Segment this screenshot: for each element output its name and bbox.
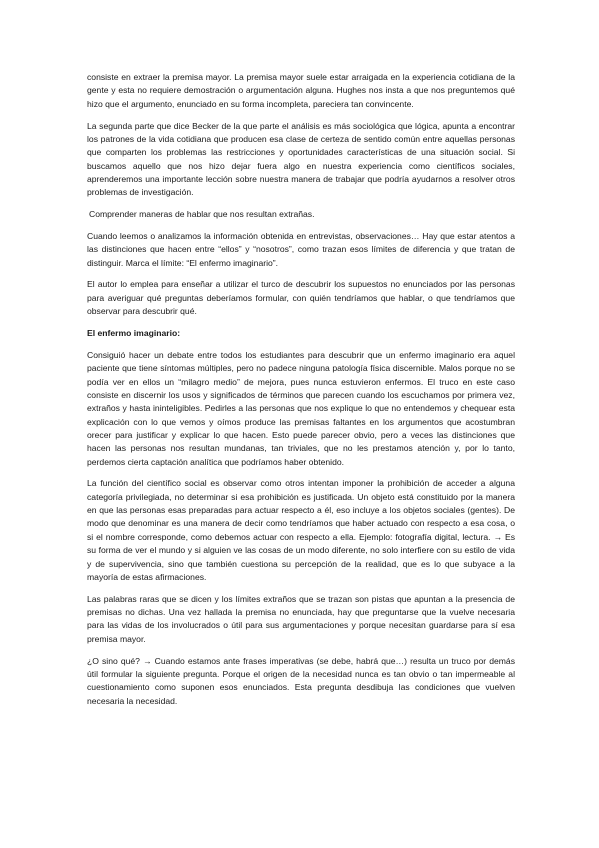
- paragraph-o-sino-que: ¿O sino qué? → Cuando estamos ante frases imperativas (se debe, habrá que…) resulta un truco por demás útil formular la siguiente pregunta. Porque el origen de la necesidad nunca es tan obvio o tan impermeable al cuestionamiento como suponen esos enunciados. Esta pregunta desdibuja las condiciones que vuelven necesaria la necesidad.: [87, 655, 515, 706]
- paragraph-comprender-maneras: Comprender maneras de hablar que nos resultan extrañas.: [89, 209, 315, 220]
- paragraph-premisa-mayor: consiste en extraer la premisa mayor. La premisa mayor suele estar arraigada en la experiencia cotidiana de la gente y esta no requiere demostración o argumentación alguna. Hughes nos insta a que nos preguntemos qué hizo que el argumento, enunciado en su forma incompleta, pareciera tan convincente.: [87, 72, 515, 109]
- document-page: [87, 71, 515, 716]
- paragraph-palabras-raras: Las palabras raras que se dicen y los límites extraños que se trazan son pistas que apuntan a la presencia de premisas no dichas. Una vez hallada la premisa no enunciada, hay que preguntarse que la vuelve necesaria para las vidas de los involucrados o útil para sus argumentaciones y porque necesitan guardarse para sí esa premisa mayor.: [87, 593, 515, 644]
- paragraph-segunda-parte: La segunda parte que dice Becker de la que parte el análisis es más sociológica que lógica, apunta a encontrar los patrones de la vida cotidiana que producen esa clase de certeza de sentido común entre aquellas personas que comparten los problemas las restricciones y oportunidades características de una situación social. Si buscamos aquello que nos hizo dejar fuera algo en nuestra experiencia como científicos sociales, aprenderemos una importante lección sobre nuestra manera de trabajar que podría ayudarnos a resolver otros problemas de investigación.: [87, 120, 515, 198]
- paragraph-consiguio: Consiguió hacer un debate entre todos los estudiantes para descubrir que un enfermo imaginario era aquel paciente que tiene síntomas múltiples, pero no padece ninguna patología física discernible. Malos porque no se podía ver en ellos un “milagro medio” de mejora, pues nunca estuvieron enfermos. El truco en este caso consiste en discernir los usos y significados de términos que parecen cuando los escuchamos por primera vez, extraños y hasta ininteligibles. Pedirles a las personas que nos explique lo que no entendemos y chequear esta explicación con lo que vemos y oímos produce las premisas faltantes en los argumentos que acostumbran orecer para justificar y explicar lo que hacen. Esto puede parecer obvio, pero a veces las distinciones que hacen las personas nos resultan mundanas, tan triviales, que no les prestamos atención y, por lo tanto, perdemos cierta captación analítica que podríamos haber obtenido.: [87, 349, 515, 467]
- section-heading: El enfermo imaginario:: [87, 328, 181, 338]
- paragraph-funcion-cientifico: La función del científico social es observar como otros intentan imponer la prohibición de acceder a alguna categoría privilegiada, no determinar si esa prohibición es justificada. Un objeto está constituido por la manera en que las personas esas preparadas para actuar respecto a él, eso incluye a los objetos sociales (gentes). De modo que denominar es una manera de decir como tendríamos que haber actuado con respecto a esa cosa, o si el nombre corresponde, como debemos actuar con respecto a ella. Ejemplo: fotografía digital, lectura. → Es su forma de ver el mundo y si alguien ve las cosas de un modo diferente, no solo interfiere con su estilo de vida y de supervivencia, sino que también cuestiona su percepción de la realidad, que es lo que subyace a la mayoría de estas afirmaciones.: [87, 478, 515, 582]
- paragraph-cuando-leemos: Cuando leemos o analizamos la información obtenida en entrevistas, observaciones… Hay que estar atentos a las distinciones que hacen entre “ellos” y “nosotros”, como trazan esos límites de diferencia y que tratan de distinguir. Marca el límite: “El enfermo imaginario”.: [87, 230, 515, 268]
- paragraph-el-autor: El autor lo emplea para enseñar a utilizar el turco de descubrir los supuestos no enunciados por las personas para averiguar qué preguntas deberíamos formular, con quién tendríamos que hablar, o que tendríamos que observar para descubrir qué.: [87, 279, 515, 317]
